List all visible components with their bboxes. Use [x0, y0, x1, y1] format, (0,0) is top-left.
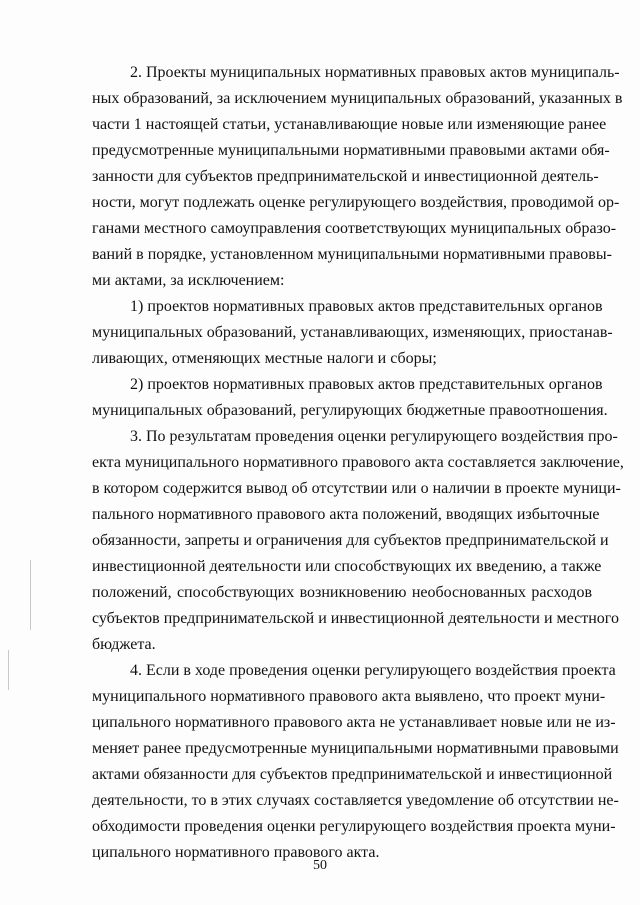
- paragraph-3-line: в котором содержится вывод об отсутствии или о наличии в проекте муници-: [92, 480, 621, 497]
- paragraph-3-line: пального нормативного правового акта положений, вводящих избыточные: [92, 506, 600, 523]
- paragraph-3-line: инвестиционной деятельности или способствующих их введению, а также: [92, 558, 602, 575]
- paragraph-3-line: 3. По результатам проведения оценки регулирующего воздействия про-: [130, 428, 618, 445]
- paragraph-3-line: обязанности, запреты и ограничения для субъектов предпринимательской и: [92, 532, 609, 549]
- paragraph-2-line: ми актами, за исключением:: [92, 272, 285, 289]
- paragraph-2-line: части 1 настоящей статьи, устанавливающие новые или изменяющие ранее: [92, 116, 607, 133]
- subitem-1-line: муниципальных образований, устанавливающих, изменяющих, приостанав-: [92, 324, 613, 341]
- paragraph-4-line: обходимости проведения оценки регулирующего воздействия проекта муни-: [92, 818, 616, 835]
- paragraph-2-line: занности для субъектов предпринимательской и инвестиционной деятель-: [92, 168, 599, 185]
- paragraph-4-line: ципального нормативного правового акта.: [92, 844, 380, 861]
- subitem-2-line: 2) проектов нормативных правовых актов представительных органов: [130, 376, 603, 393]
- paragraph-3-line: бюджета.: [92, 636, 156, 653]
- subitem-1-line: 1) проектов нормативных правовых актов представительных органов: [130, 298, 603, 315]
- paragraph-3-line: субъектов предпринимательской и инвестиционной деятельности и местного: [92, 610, 619, 627]
- paragraph-2-line: 2. Проекты муниципальных нормативных правовых актов муниципаль-: [130, 64, 620, 81]
- subitem-2-line: муниципальных образований, регулирующих бюджетные правоотношения.: [92, 402, 608, 419]
- paragraph-2-line: ганами местного самоуправления соответствующих муниципальных образо-: [92, 220, 617, 237]
- paragraph-4-line: меняет ранее предусмотренные муниципальными нормативными правовыми: [92, 740, 619, 757]
- paragraph-2-line: ных образований, за исключением муниципальных образований, указанных в: [92, 90, 623, 107]
- scan-artifact-line: [30, 560, 31, 630]
- paragraph-4-line: деятельности, то в этих случаях составляется уведомление об отсутствии не-: [92, 792, 619, 809]
- subitem-1-line: ливающих, отменяющих местные налоги и сборы;: [92, 350, 437, 367]
- paragraph-4-line: муниципального нормативного правового акта выявлено, что проект муни-: [92, 688, 606, 705]
- paragraph-2-line: ваний в порядке, установленном муниципальными нормативными правовы-: [92, 246, 612, 263]
- page-number: 50: [313, 858, 327, 873]
- paragraph-2-line: ности, могут подлежать оценке регулирующего воздействия, проводимой ор-: [92, 194, 620, 211]
- paragraph-2-line: предусмотренные муниципальными нормативными правовыми актами обя-: [92, 142, 610, 159]
- paragraph-4-line: актами обязанности для субъектов предпринимательской и инвестиционной: [92, 766, 613, 783]
- paragraph-3-line: положений, способствующих возникновению необоснованных расходов: [92, 584, 592, 601]
- paragraph-4-line: 4. Если в ходе проведения оценки регулирующего воздействия проекта: [130, 662, 616, 679]
- paragraph-4-line: ципального нормативного правового акта не устанавливает новые или не из-: [92, 714, 616, 731]
- scan-artifact-line: [8, 650, 9, 690]
- paragraph-3-line: екта муниципального нормативного правового акта составляется заключение,: [92, 454, 624, 471]
